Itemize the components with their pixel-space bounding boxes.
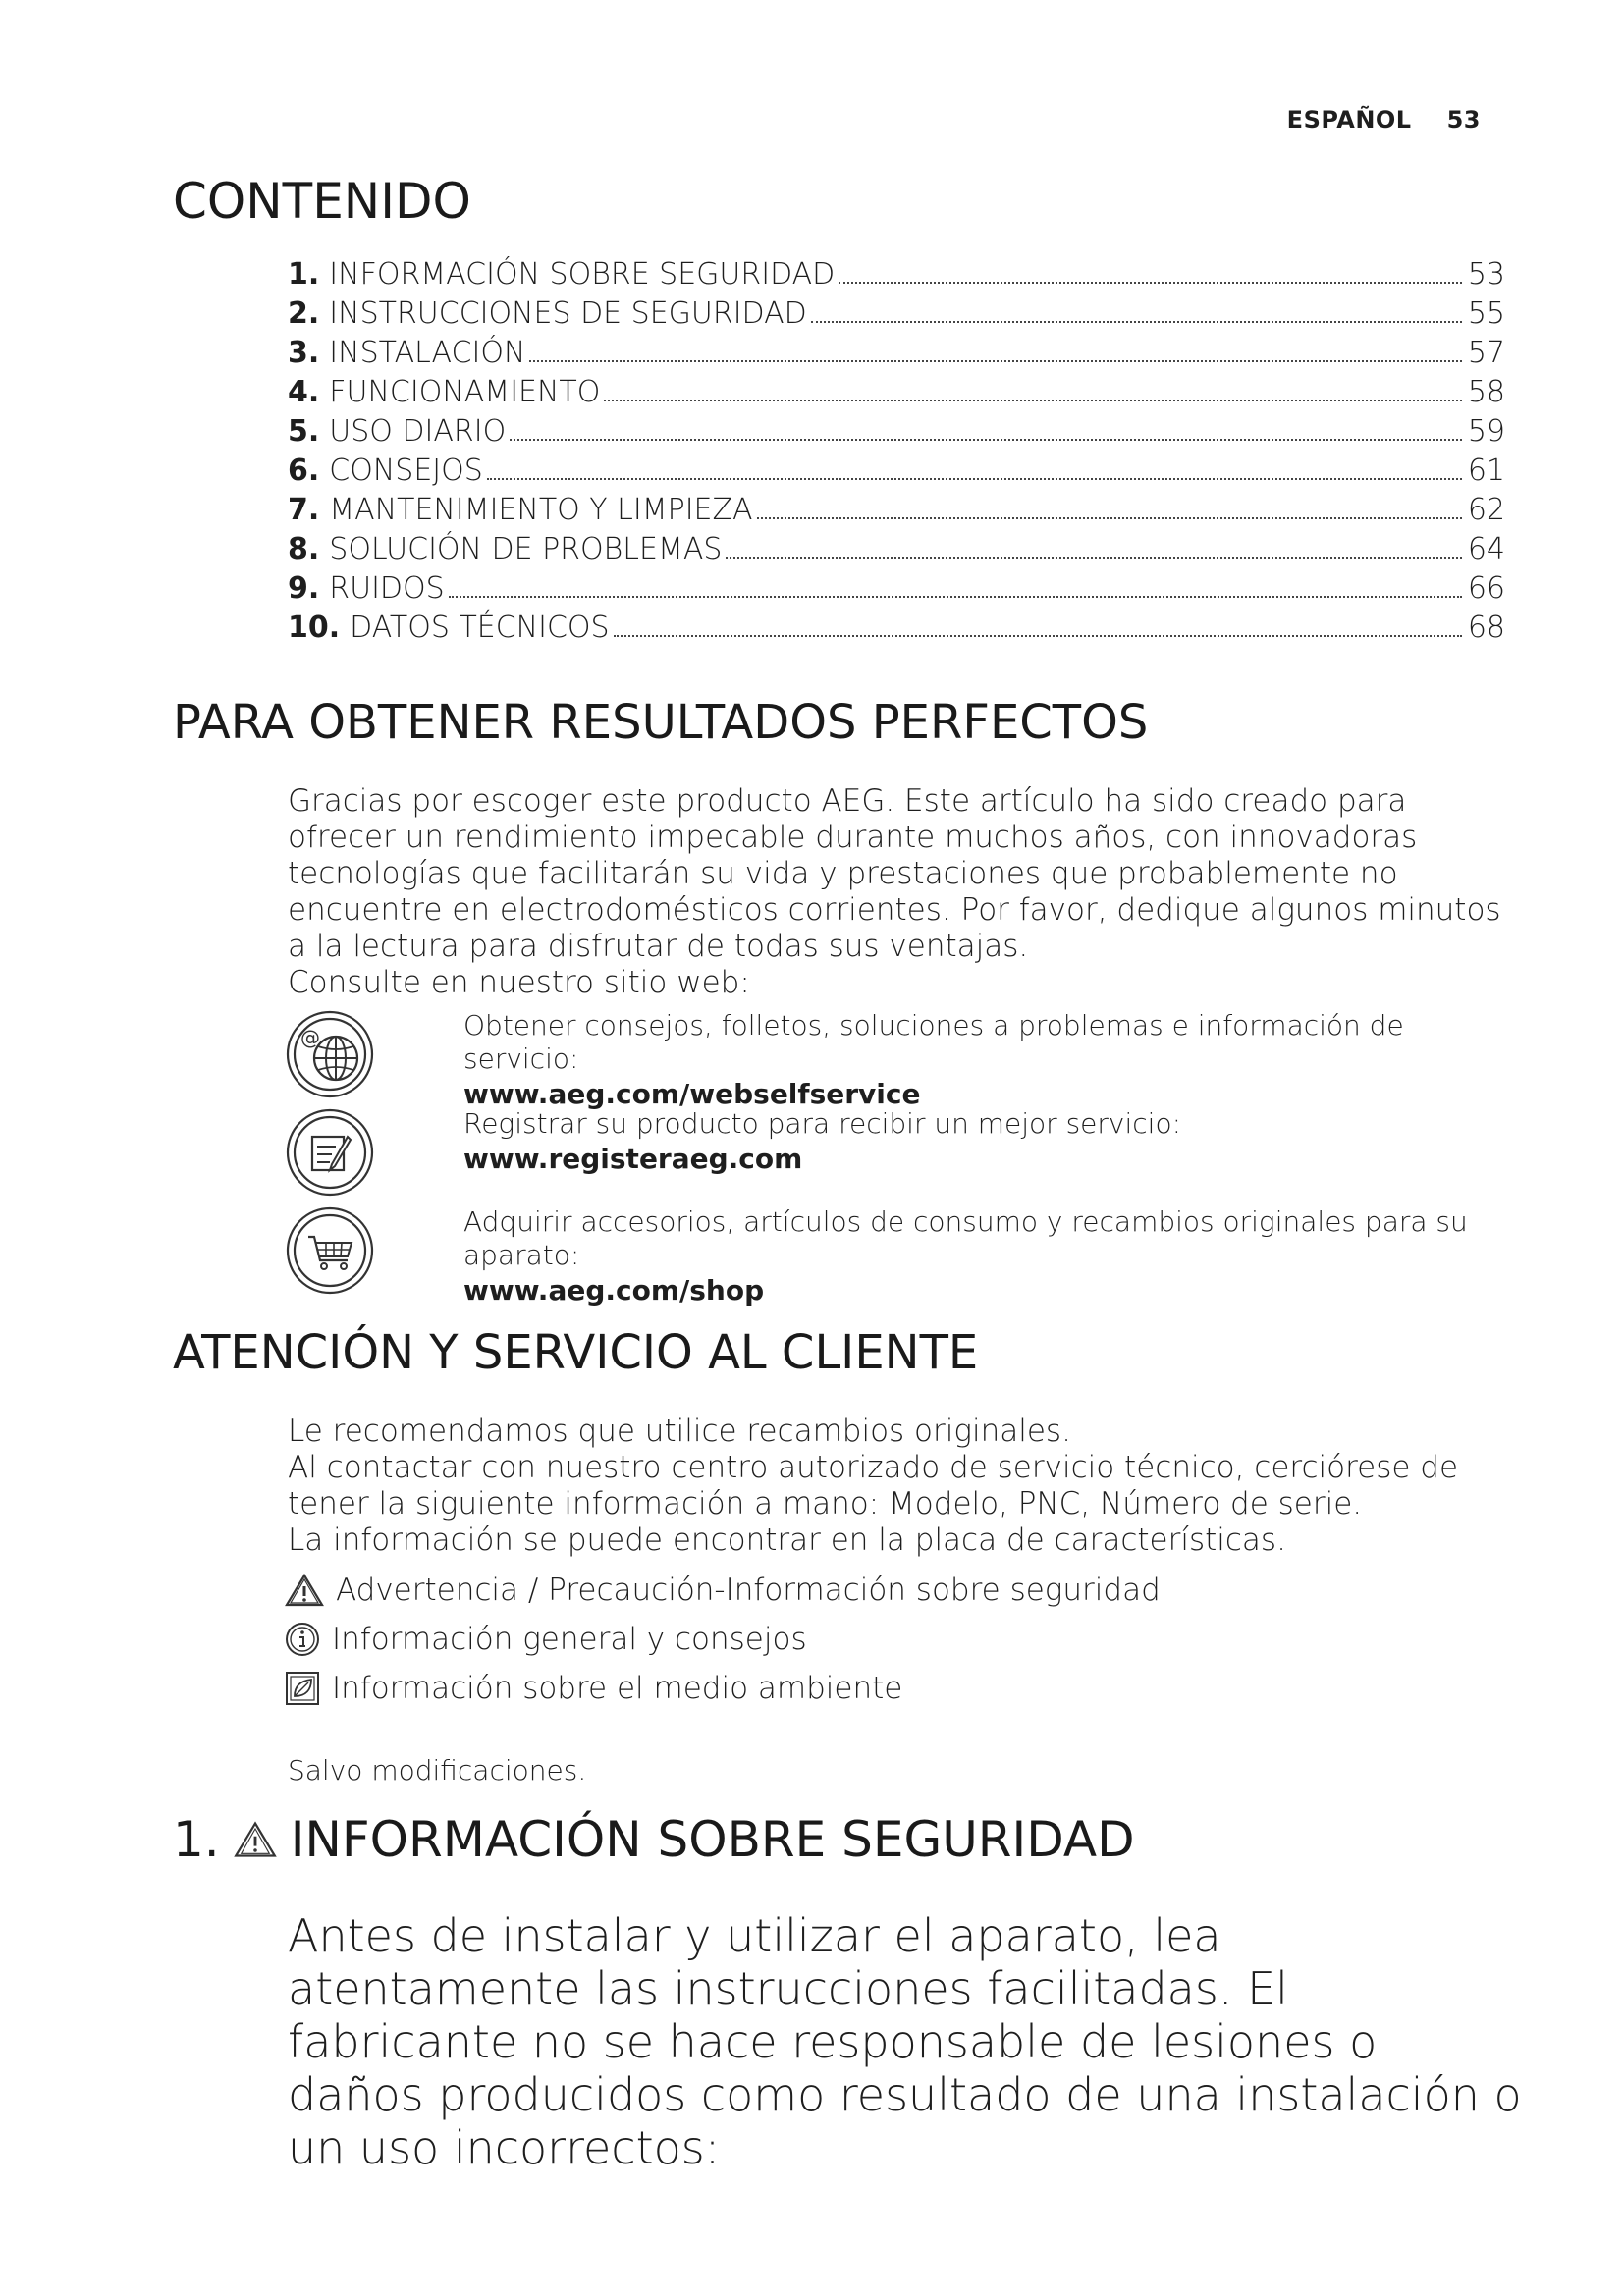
toc-number: 3.: [288, 336, 320, 370]
toc-number: 10.: [288, 611, 341, 645]
toc-number: 1.: [288, 257, 320, 292]
toc-page: 53: [1467, 257, 1505, 292]
toc-entry[interactable]: [288, 571, 1505, 611]
legend-row-environment: [285, 1664, 1502, 1713]
toc-page: 68: [1467, 611, 1505, 645]
intro-paragraph: [288, 783, 1505, 1001]
toc-number: 8.: [288, 532, 320, 566]
atencion-line-1: Le recomendamos que utilice recambios originales.: [288, 1414, 1071, 1449]
warning-triangle-icon: [234, 1820, 277, 1859]
section-title-perfectos: PARA OBTENER RESULTADOS PERFECTOS: [173, 695, 1149, 750]
service-description: Registrar su producto para recibir un mejor servicio:: [463, 1107, 1182, 1140]
toc-label: SOLUCIÓN DE PROBLEMAS: [329, 532, 723, 566]
toc-leader: [811, 321, 1462, 323]
toc-entry[interactable]: [288, 611, 1505, 650]
service-link[interactable]: www.aeg.com/shop: [463, 1274, 765, 1307]
legend-row-info: [285, 1615, 1502, 1664]
toc-entry[interactable]: [288, 532, 1505, 571]
section-title-seguridad: [173, 1811, 1135, 1868]
toc-label: INSTRUCCIONES DE SEGURIDAD: [329, 296, 807, 331]
info-circle-icon: [285, 1622, 320, 1657]
section-title-atencion: ATENCIÓN Y SERVICIO AL CLIENTE: [173, 1325, 979, 1380]
toc-label: DATOS TÉCNICOS: [350, 611, 610, 645]
legend-text: Información general y consejos: [332, 1622, 807, 1657]
contents-title: CONTENIDO: [173, 173, 471, 230]
toc-page: 57: [1467, 336, 1505, 370]
toc-leader: [487, 478, 1462, 480]
page-header: [1287, 106, 1481, 133]
toc-page: 58: [1467, 375, 1505, 409]
toc-entry[interactable]: [288, 257, 1505, 296]
toc-page: 61: [1467, 454, 1505, 488]
atencion-line-3: La información se puede encontrar en la placa de características.: [288, 1522, 1286, 1558]
toc-entry[interactable]: [288, 414, 1505, 454]
toc-entry[interactable]: [288, 336, 1505, 375]
toc-label: CONSEJOS: [329, 454, 483, 488]
toc-leader: [604, 400, 1461, 401]
warning-triangle-icon: [285, 1573, 324, 1608]
toc-leader: [839, 282, 1462, 284]
safety-intro-paragraph: Antes de instalar y utilizar el aparato, lea atentamente las instrucciones facilitadas. El fabricante no se hace responsable de lesiones o daños producidos como resultado de una instalación o un uso incorrectos:: [288, 1909, 1522, 2174]
service-description: Obtener consejos, folletos, soluciones a problemas e información de servicio:: [463, 1009, 1404, 1075]
toc-leader: [510, 439, 1462, 441]
toc-number: 5.: [288, 414, 320, 449]
toc-entry[interactable]: [288, 454, 1505, 493]
shopping-cart-icon: [285, 1205, 375, 1296]
service-link[interactable]: www.registeraeg.com: [463, 1143, 803, 1175]
toc-entry[interactable]: [288, 296, 1505, 336]
section-number: 1.: [173, 1811, 220, 1868]
svg-text:@: @: [300, 1026, 320, 1049]
toc-leader: [757, 517, 1462, 519]
toc-page: 62: [1467, 493, 1505, 527]
intro-text: Gracias por escoger este producto AEG. Este artículo ha sido creado para ofrecer un rendimiento impecable durante muchos años, con innovadoras tecnologías que facilitarán su vida y prestaciones que probablemente no encuentre en electrodomésticos corrientes. Por favor, dedique algunos minutos a la lectura para disfrutar de todas sus ventajas.: [288, 783, 1501, 964]
legend-row-warning: [285, 1566, 1502, 1615]
toc-number: 7.: [288, 493, 320, 527]
globe-web-icon: [285, 1009, 375, 1099]
toc-label: FUNCIONAMIENTO: [329, 375, 601, 409]
toc-number: 2.: [288, 296, 320, 331]
toc-number: 9.: [288, 571, 320, 606]
atencion-paragraph: [288, 1414, 1505, 1559]
toc-label: MANTENIMIENTO Y LIMPIEZA: [329, 493, 753, 527]
toc-page: 64: [1467, 532, 1505, 566]
toc-page: 59: [1467, 414, 1505, 449]
table-of-contents: [288, 257, 1505, 650]
toc-leader: [614, 635, 1462, 637]
toc-leader: [529, 360, 1461, 362]
register-document-icon: [285, 1107, 375, 1198]
toc-number: 6.: [288, 454, 320, 488]
toc-entry[interactable]: [288, 493, 1505, 532]
symbol-legend: [285, 1566, 1502, 1713]
toc-label: RUIDOS: [329, 571, 445, 606]
legend-text: Advertencia / Precaución-Información sobre seguridad: [336, 1573, 1161, 1608]
service-text: [463, 1107, 1504, 1176]
page-number: 53: [1446, 106, 1481, 133]
toc-label: INSTALACIÓN: [329, 336, 526, 370]
toc-entry[interactable]: [288, 375, 1505, 414]
salvo-modificaciones: Salvo modificaciones.: [288, 1754, 587, 1787]
consult-text: Consulte en nuestro sitio web:: [288, 965, 750, 1000]
header-language: ESPAÑOL: [1286, 106, 1412, 133]
toc-page: 55: [1467, 296, 1505, 331]
toc-page: 66: [1467, 571, 1505, 606]
service-description: Adquirir accesorios, artículos de consumo y recambios originales para su aparato:: [463, 1205, 1468, 1271]
environment-leaf-icon: [285, 1671, 320, 1706]
atencion-line-2: Al contactar con nuestro centro autorizado de servicio técnico, cerciórese de tener la siguiente información a mano: Modelo, PNC, Número de serie.: [288, 1450, 1459, 1522]
section-title-text: INFORMACIÓN SOBRE SEGURIDAD: [290, 1811, 1135, 1868]
toc-label: USO DIARIO: [329, 414, 507, 449]
service-link[interactable]: www.aeg.com/webselfservice: [463, 1078, 921, 1110]
toc-leader: [449, 596, 1462, 598]
service-text: [463, 1009, 1504, 1111]
legend-text: Información sobre el medio ambiente: [332, 1671, 903, 1706]
toc-label: INFORMACIÓN SOBRE SEGURIDAD: [329, 257, 836, 292]
toc-number: 4.: [288, 375, 320, 409]
toc-leader: [726, 557, 1461, 559]
service-text: [463, 1205, 1504, 1308]
